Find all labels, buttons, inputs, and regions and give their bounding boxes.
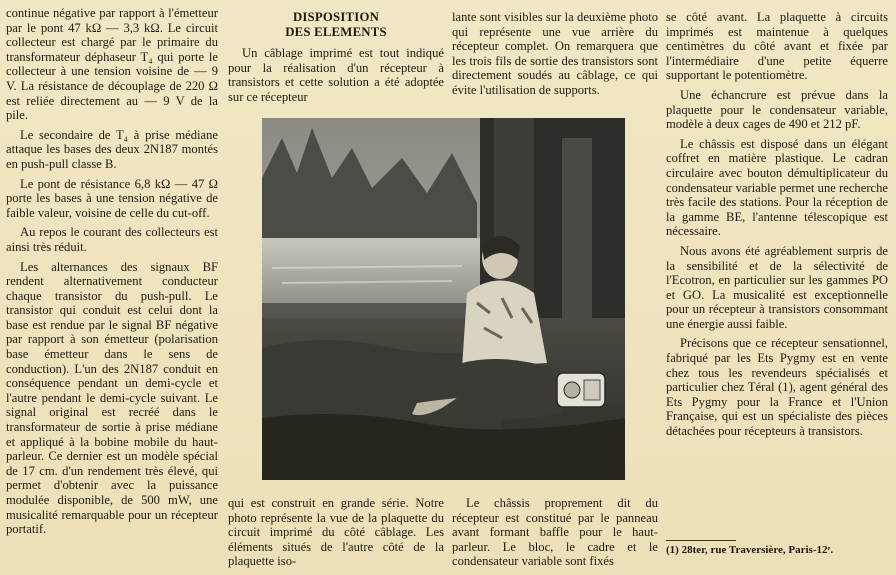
paragraph: Nous avons été agréablement surpris de la sensibilité et de la sélectivité de l'Ecotron, en particulier sur les gammes PO et GO. La musicalité est exceptionnelle pour un récepteur à transistors consommant une énergie aussi faible. [666,243,888,331]
paragraph: Le châssis est disposé dans un élégant coffret en matière plastique. Le cadran circulaire avec bouton démultiplicateur du condensateur variable permet une recherche très facile des stations. Pour la réception de la gamme BE, l'antenne télescopique est nécessaire. [666,136,888,239]
paragraph: Le pont de résistance 6,8 kΩ — 47 Ω porte les bases à une tension négative de faible valeur, voisine de celle du cut-off. [6,176,218,220]
section-heading [228,10,444,40]
photo-woman-with-radio [262,118,625,480]
column-3 [452,10,658,103]
heading-line-1: DISPOSITION [292,10,380,24]
paragraph: Précisons que ce récepteur sensationnel, fabriqué par les Ets Pygmy est en vente chez tous les revendeurs spécialisés et particulier chez Téral (1), agent général des Ets Pygmy pour la France et l'Union Française, qui est un spécialiste des pièces détachées pour récepteurs à transistors. [666,336,888,439]
column-2 [228,10,444,109]
column-4 [666,10,888,444]
paragraph: continue négative par rapport à l'émetteur par le pont 47 kΩ — 3,3 kΩ. Le circuit collecteur est chargé par le primaire du transformateur déphaseur T₄ qui porte le collecteur à une tension voisine de — 9 V. La résistance de découplage de 220 Ω est reliée directement au — 9 V de la pile. [6,6,218,123]
photo-illustration [262,118,625,480]
heading-line-2: DES ELEMENTS [285,25,387,39]
column-1 [6,6,218,542]
footnote-divider [666,540,736,541]
paragraph: Au repos le courant des collecteurs est ainsi très réduit. [6,225,218,254]
footnote: (1) 28ter, rue Traversière, Paris-12ᵉ. [666,544,834,556]
paragraph: se côté avant. La plaquette à circuits imprimés est maintenue à quelques centimètres du côté avant et fixée par l'intermédiaire d'une petite équerre supportant le potentiomètre. [666,10,888,83]
paragraph: Les alternances des signaux BF rendent alternativement conducteur chaque transistor du push-pull. Le transistor qui conduit est celui dont la base est rendue par le signal BF négative par rapport à son émetteur (polarisation base émetteur dans le sens de conduction). L'un des 2N187 conduit en conséquence pendant un demi-cycle et l'autre pendant le demi-cycle suivant. Le signal original est recréé dans le transformateur de sortie à prise médiane et appliqué à la bobine mobile du haut-parleur. Ce dernier est un modèle spécial de 17 cm. d'un rendement très élevé, qui permet d'obtenir avec la puissance modulée disponible, de 500 mW, une musicalité remarquable pour un récepteur portatif. [6,259,218,537]
paragraph: Le secondaire de T₄ à prise médiane attaque les bases des deux 2N187 montés en push-pull classe B. [6,127,218,171]
paragraph: Un câblage imprimé est tout indiqué pour la réalisation d'un récepteur à transistors et cette solution a été adoptée sur ce récepteur [228,46,444,104]
paragraph-bottom-left: qui est construit en grande série. Notre photo représente la vue de la plaquette du circuit imprimé du côté câblage. Les éléments situés de l'autre côté de la plaquette iso- [228,496,444,569]
paragraph: lante sont visibles sur la deuxième photo qui représente une vue arrière du récepteur complet. On remarquera que les trois fils de sortie des transistors sont directement soudés au câblage, ce qui évite l'utilisation de supports. [452,10,658,97]
paragraph: Une échancrure est prévue dans la plaquette pour le condensateur variable, modèle à deux cages de 490 et 212 pF. [666,87,888,132]
paragraph-bottom-right: Le châssis proprement dit du récepteur est constitué par le panneau avant formant baffle pour le haut-parleur. Le bloc, le cadre et le condensateur variable sont fixés [452,496,658,569]
